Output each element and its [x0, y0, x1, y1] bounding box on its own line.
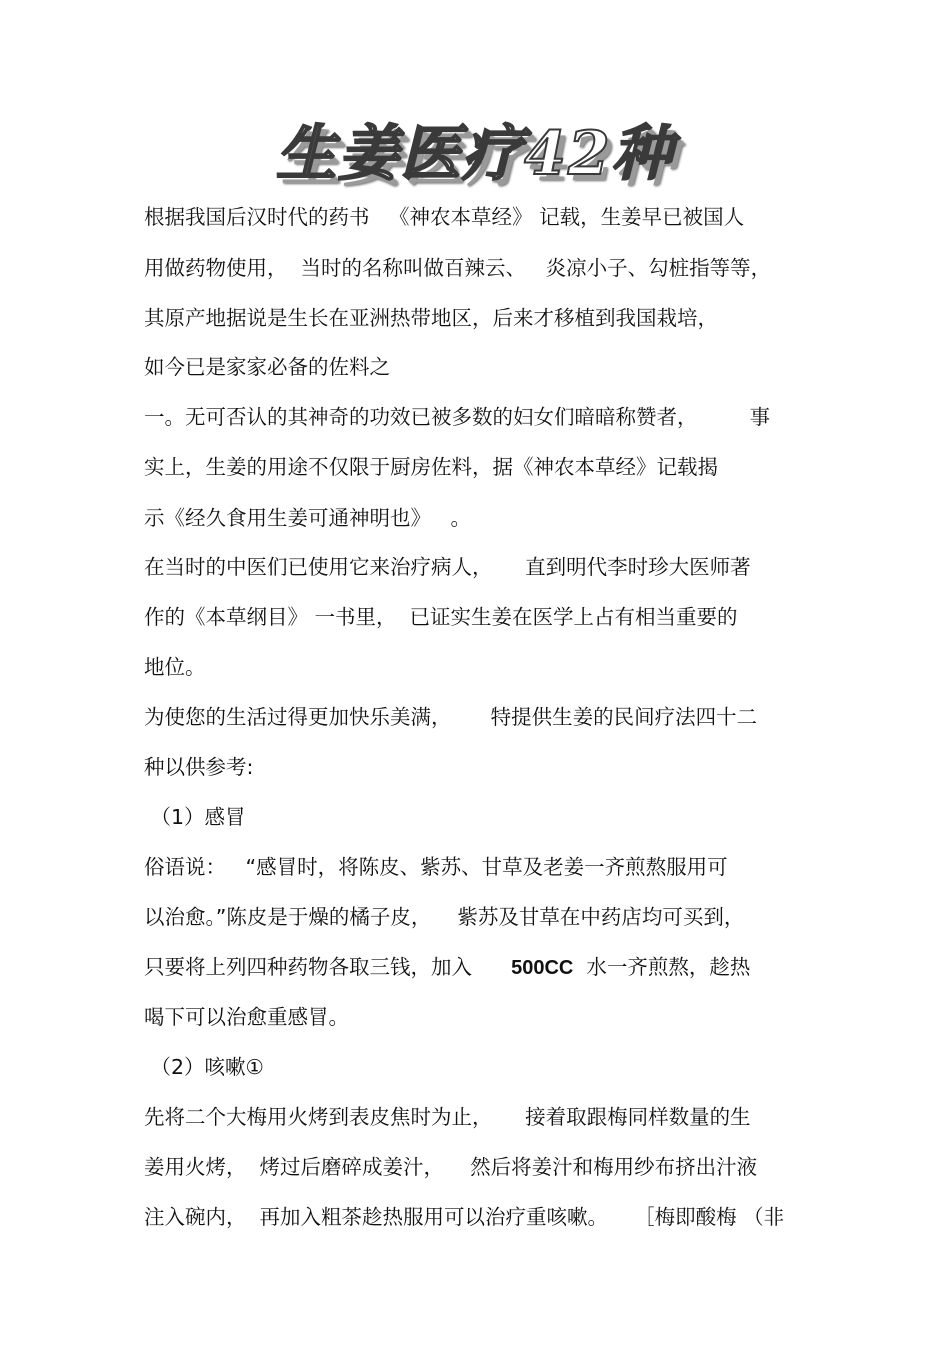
text-segment: 只要将上列四种药物各取三钱，加入	[144, 955, 512, 979]
text-line: 在当时的中医们已使用它来治疗病人， 直到明代李时珍大医师著	[144, 555, 751, 579]
text-line: 注入碗内， 再加入粗茶趁热服用可以治疗重咳嗽。 ［梅即酸梅 （非	[144, 1205, 785, 1229]
text-line: 作的《本草纲目》 一书里， 已证实生姜在医学上占有相当重要的	[144, 605, 738, 629]
text-line: 如今已是家家必备的佐料之	[144, 355, 390, 379]
text-line: 示《经久食用生姜可通神明也》 。	[144, 506, 472, 530]
text-line: 俗语说： “感冒时，将陈皮、紫苏、甘草及老姜一齐煎熬服用可	[144, 855, 728, 879]
section-heading: （2）咳嗽①	[144, 1055, 264, 1079]
text-line: 喝下可以治愈重感冒。	[144, 1005, 349, 1029]
text-line	[144, 953, 750, 982]
text-line: 姜用火烤， 烤过后磨碎成姜汁， 然后将姜汁和梅用纱布挤出汁液	[144, 1155, 758, 1179]
text-line: 其原产地据说是生长在亚洲热带地区，后来才移植到我国栽培，	[144, 306, 718, 330]
text-line: 种以供参考:	[144, 755, 254, 779]
document-title: 生姜医疗42种	[276, 119, 674, 189]
text-line: 根据我国后汉时代的药书 《神农本草经》 记载，生姜早已被国人	[144, 205, 745, 229]
text-segment: 水一齐煎熬，趁热	[573, 955, 751, 979]
text-line: 先将二个大梅用火烤到表皮焦时为止， 接着取跟梅同样数量的生	[144, 1105, 751, 1129]
text-line: 以治愈。”陈皮是于燥的橘子皮， 紫苏及甘草在中药店均可买到，	[144, 905, 745, 929]
text-line: 用做药物使用， 当时的名称叫做百辣云、 炎凉小子、勾桩指等等，	[144, 256, 772, 280]
volume-value: 500CC	[511, 957, 574, 979]
section-heading: （1）感冒	[144, 805, 246, 829]
text-line: 为使您的生活过得更加快乐美满， 特提供生姜的民间疗法四十二	[144, 705, 758, 729]
text-line: 一。无可否认的其神奇的功效已被多数的妇女们暗暗称赞者， 事	[144, 405, 771, 429]
text-line: 地位。	[144, 655, 206, 679]
text-line: 实上，生姜的用途不仅限于厨房佐料，据《神农本草经》记载揭	[144, 455, 718, 479]
